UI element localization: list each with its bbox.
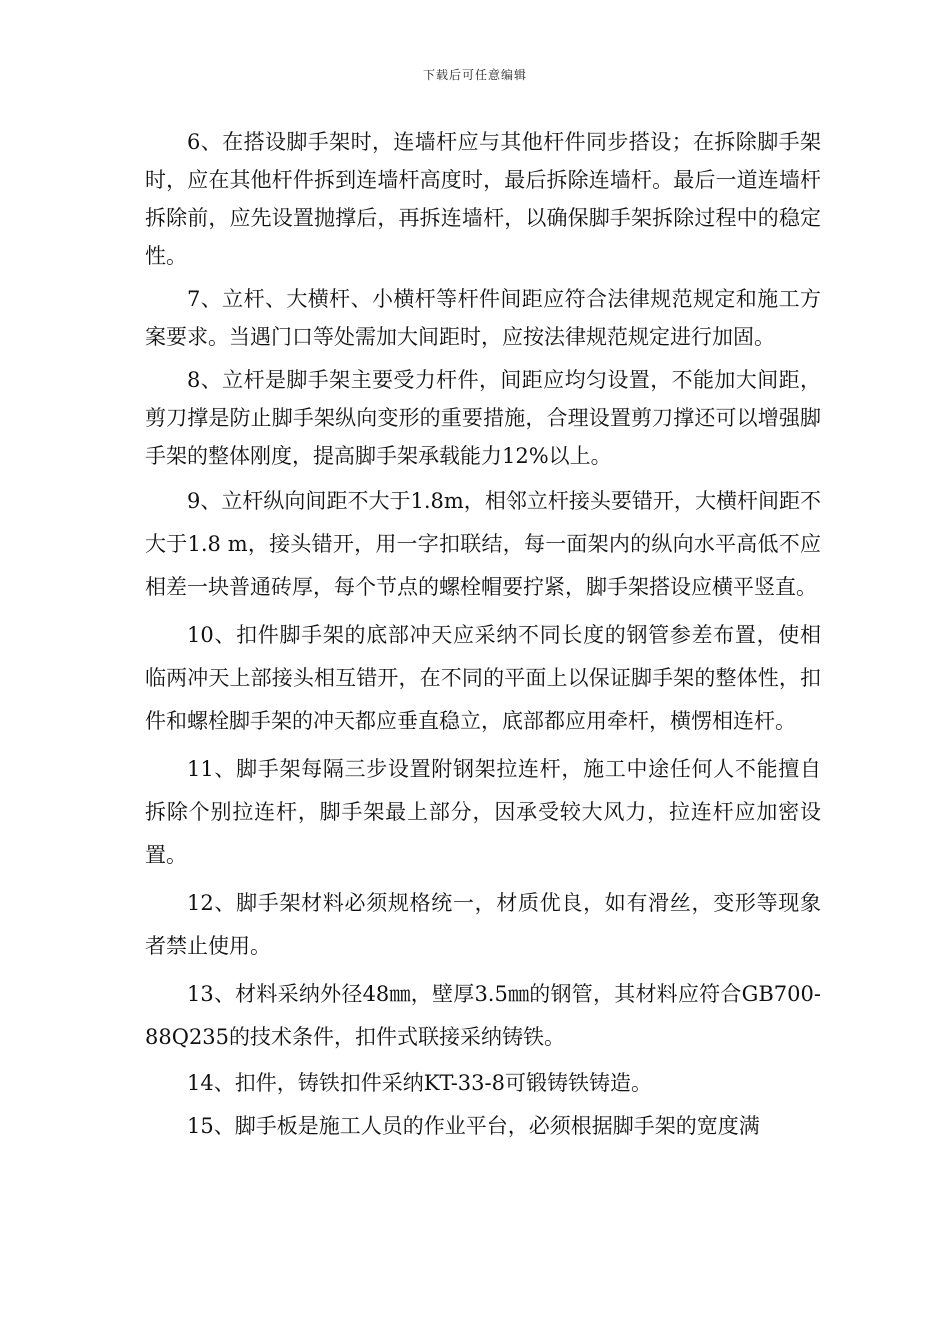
paragraph-8: 8、立杆是脚手架主要受力杆件，间距应均匀设置，不能加大间距，剪刀撑是防止脚手架纵向变形的重要措施，合理设置剪刀撑还可以增强脚手架的整体刚度，提高脚手架承载能力12%以上。 [145,368,821,468]
paragraph-12: 12、脚手架材料必须规格统一，材质优良，如有滑丝，变形等现象者禁止使用。 [145,891,821,958]
paragraph-7: 7、立杆、大横杆、小横杆等杆件间距应符合法律规范规定和施工方案要求。当遇门口等处需加大间距时，应按法律规范规定进行加固。 [145,287,821,349]
paragraph-6: 6、在搭设脚手架时，连墙杆应与其他杆件同步搭设；在拆除脚手架时，应在其他杆件拆到连墙杆高度时，最后拆除连墙杆。最后一道连墙杆拆除前，应先设置抛撑后，再拆连墙杆，以确保脚手架拆除过程中的稳定性。 [145,130,821,268]
paragraph-13: 13、材料采纳外径48㎜，壁厚3.5㎜的钢管，其材料应符合GB700-88Q235的技术条件，扣件式联接采纳铸铁。 [145,982,821,1049]
page-header: 下载后可任意编辑 [422,68,527,82]
paragraph-15: 15、脚手板是施工人员的作业平台，必须根据脚手架的宽度满 [187,1114,760,1138]
paragraph-11: 11、脚手架每隔三步设置附钢架拉连杆，施工中途任何人不能擅自拆除个别拉连杆，脚手架最上部分，因承受较大风力，拉连杆应加密设置。 [145,757,821,867]
paragraph-14: 14、扣件，铸铁扣件采纳KT-33-8可锻铸铁铸造。 [187,1071,652,1095]
paragraph-10: 10、扣件脚手架的底部冲天应采纳不同长度的钢管参差布置，使相临两冲天上部接头相互错开，在不同的平面上以保证脚手架的整体性，扣件和螺栓脚手架的冲天都应垂直稳立，底部都应用牵杆，横愣相连杆。 [145,623,821,733]
document-body [145,123,821,1145]
paragraph-9: 9、立杆纵向间距不大于1.8m，相邻立杆接头要错开，大横杆间距不大于1.8 m，接头错开，用一字扣联结，每一面架内的纵向水平高低不应相差一块普通砖厚，每个节点的螺栓帽要拧紧，脚手架搭设应横平竖直。 [145,489,821,599]
